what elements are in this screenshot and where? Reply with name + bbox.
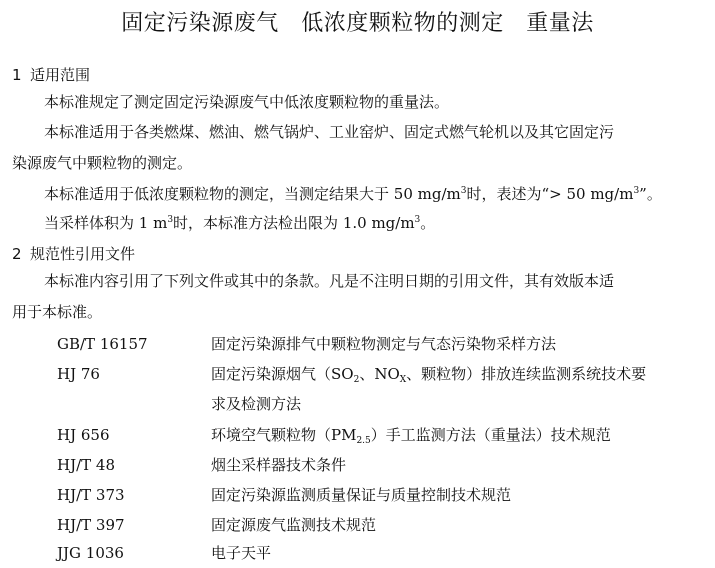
reference-name	[211, 359, 711, 389]
paragraph-line: 本标准内容引用了下列文件或其中的条款。凡是不注明日期的引用文件，其有效版本适	[44, 272, 615, 290]
superscript: 3	[167, 215, 174, 225]
superscript: 3	[414, 215, 421, 225]
text-run: 。	[420, 214, 436, 232]
section-heading-references	[12, 243, 135, 264]
reference-code: JJG 1036	[57, 544, 124, 562]
paragraph-line: 用于本标准。	[12, 303, 103, 321]
subscript: 2.5	[356, 436, 371, 446]
subscript: X	[399, 375, 407, 385]
text-run: ”。	[639, 185, 662, 203]
text-run: 本标准适用于低浓度颗粒物的测定，当测定结果大于 50 mg/m	[44, 185, 461, 203]
paragraph-line: 本标准规定了测定固定污染源废气中低浓度颗粒物的重量法。	[44, 93, 450, 111]
paragraph-line	[12, 179, 706, 210]
section-number: 1	[12, 66, 22, 84]
section-heading-scope	[12, 64, 90, 85]
reference-name: 固定污染源排气中颗粒物测定与气态污染物采样方法	[211, 335, 557, 353]
reference-code: GB/T 16157	[57, 335, 148, 353]
superscript: 3	[633, 186, 640, 196]
paragraph-line: 染源废气中颗粒物的测定。	[12, 154, 193, 172]
document-title: 固定污染源废气 低浓度颗粒物的测定 重量法	[121, 11, 594, 36]
paragraph-line: 本标准适用于各类燃煤、燃油、燃气锅炉、工业窑炉、固定式燃气轮机以及其它固定污	[44, 123, 615, 141]
reference-code: HJ/T 48	[57, 456, 116, 474]
reference-code: HJ 656	[57, 426, 110, 444]
text-run: 环境空气颗粒物（PM	[211, 426, 357, 444]
reference-name	[211, 420, 711, 450]
paragraph	[12, 87, 706, 118]
paragraph	[12, 266, 706, 328]
reference-name: 固定污染源监测质量保证与质量控制技术规范	[211, 486, 512, 504]
section-number: 2	[12, 245, 22, 263]
reference-name: 固定源废气监测技术规范	[211, 516, 377, 534]
paragraph	[12, 117, 706, 179]
paragraph	[12, 179, 706, 210]
text-run: ）手工监测方法（重量法）技术规范	[370, 426, 611, 444]
text-run: 、NO	[359, 365, 400, 383]
reference-name-continuation: 求及检测方法	[211, 395, 302, 413]
reference-code: HJ/T 397	[57, 516, 125, 534]
paragraph	[12, 208, 706, 239]
text-run: 当采样体积为 1 m	[44, 214, 168, 232]
section-title: 规范性引用文件	[30, 245, 136, 263]
reference-name: 电子天平	[211, 544, 272, 562]
paragraph-line	[12, 208, 706, 239]
text-run: 时，表述为“> 50 mg/m	[466, 185, 634, 203]
reference-name: 烟尘采样器技术条件	[211, 456, 347, 474]
reference-code: HJ/T 373	[57, 486, 125, 504]
text-run: 固定污染源烟气（SO	[211, 365, 354, 383]
superscript: 3	[460, 186, 467, 196]
text-run: 、颗粒物）排放连续监测系统技术要	[406, 365, 647, 383]
text-run: 时，本标准方法检出限为 1.0 mg/m	[173, 214, 415, 232]
subscript: 2	[353, 375, 360, 385]
section-title: 适用范围	[30, 66, 91, 84]
reference-code: HJ 76	[57, 365, 100, 383]
